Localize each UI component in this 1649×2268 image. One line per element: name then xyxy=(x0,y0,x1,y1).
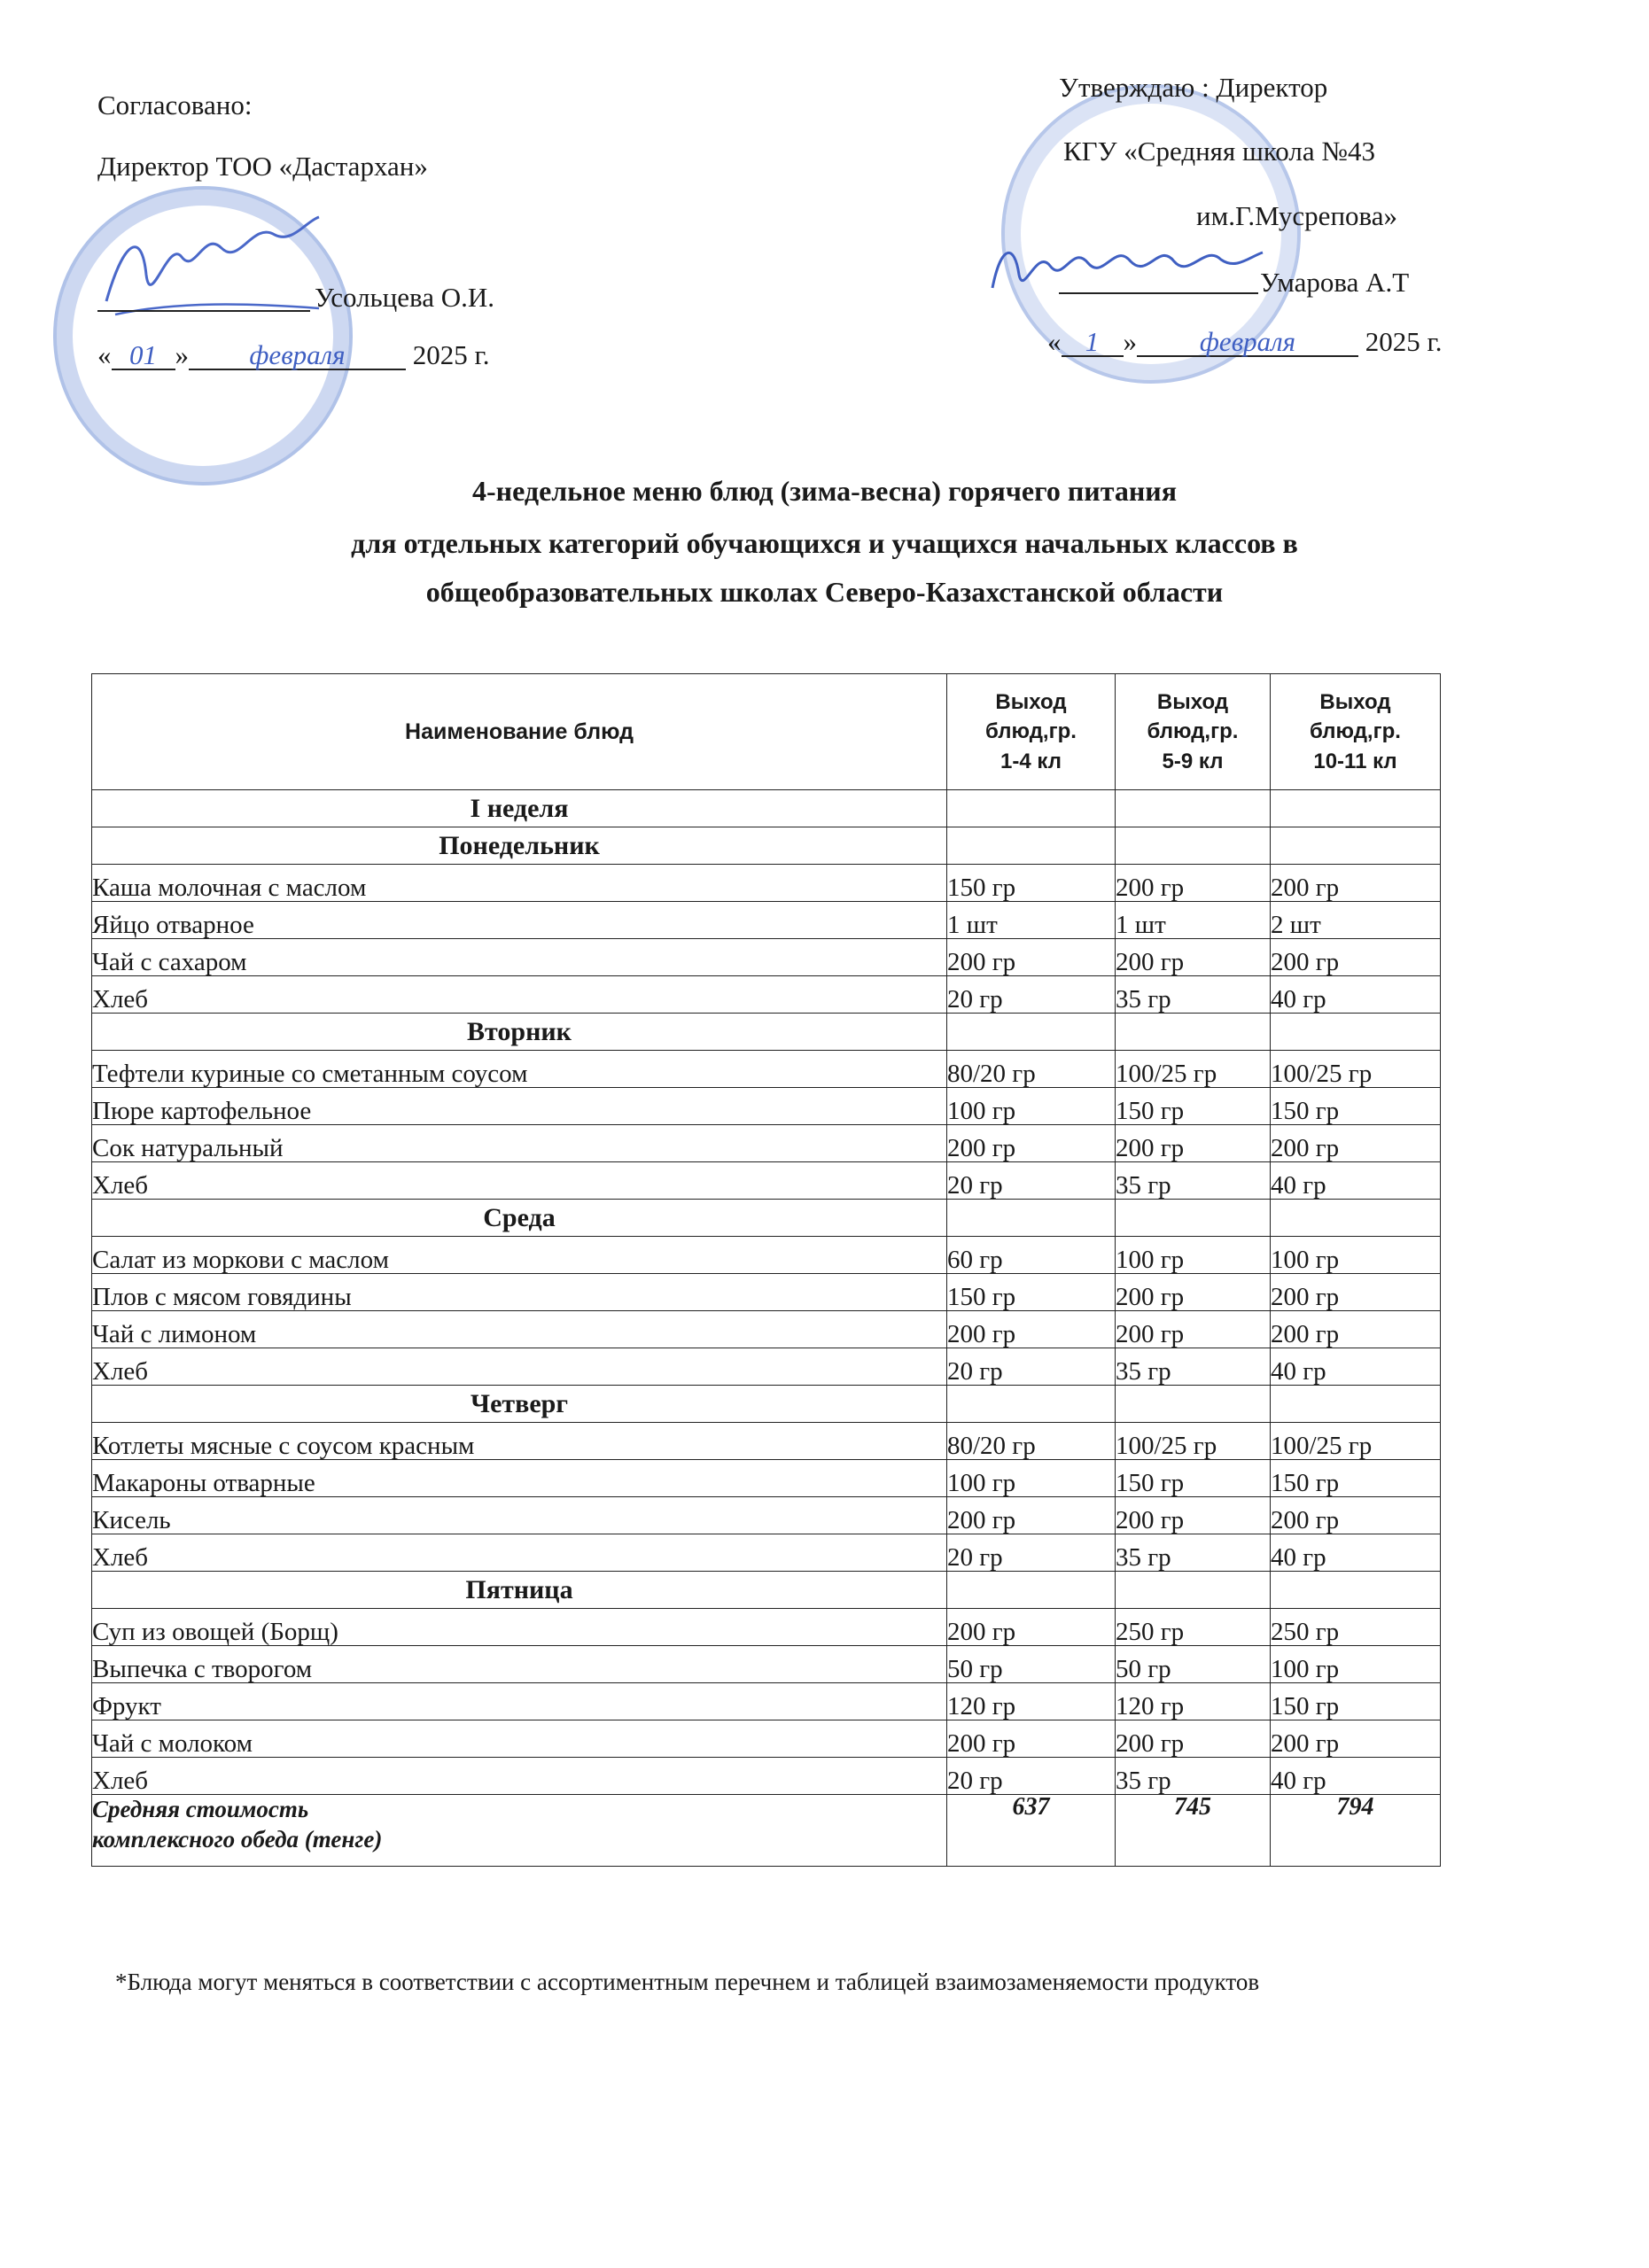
portion-1-4: 100 гр xyxy=(947,1460,1116,1497)
portion-5-9: 200 гр xyxy=(1116,1274,1271,1311)
dish-name: Сок натуральный xyxy=(92,1125,947,1162)
header-line: Выход xyxy=(995,689,1067,714)
dish-name: Макароны отварные xyxy=(92,1460,947,1497)
empty-cell xyxy=(947,1572,1116,1609)
date-month: февраля xyxy=(189,341,406,370)
table-row xyxy=(92,939,1441,976)
portion-5-9: 200 гр xyxy=(1116,1497,1271,1534)
empty-cell xyxy=(947,790,1116,827)
portion-1-4: 100 гр xyxy=(947,1088,1116,1125)
header-line: 5-9 кл xyxy=(1162,749,1224,773)
portion-10-11: 100 гр xyxy=(1271,1237,1441,1274)
portion-10-11: 100/25 гр xyxy=(1271,1423,1441,1460)
cost-value-1-4: 637 xyxy=(947,1795,1116,1867)
portion-5-9: 35 гр xyxy=(1116,1534,1271,1572)
portion-1-4: 50 гр xyxy=(947,1646,1116,1683)
table-row xyxy=(92,1125,1441,1162)
portion-1-4: 120 гр xyxy=(947,1683,1116,1720)
right-approval-org-name: им.Г.Мусрепова» xyxy=(1196,200,1398,231)
portion-1-4: 1 шт xyxy=(947,902,1116,939)
date-day: 01 xyxy=(112,341,175,370)
right-approval-org: КГУ «Средняя школа №43 xyxy=(1063,136,1375,167)
portion-5-9: 200 гр xyxy=(1116,1311,1271,1348)
section-row xyxy=(92,1014,1441,1051)
portion-10-11: 200 гр xyxy=(1271,1497,1441,1534)
section-row xyxy=(92,827,1441,865)
left-signature xyxy=(97,204,328,328)
cost-row xyxy=(92,1795,1441,1867)
dish-name: Плов с мясом говядины xyxy=(92,1274,947,1311)
menu-table xyxy=(91,673,1441,1867)
dish-name: Каша молочная с маслом xyxy=(92,865,947,902)
section-row xyxy=(92,1572,1441,1609)
empty-cell xyxy=(1116,1386,1271,1423)
portion-1-4: 200 гр xyxy=(947,1125,1116,1162)
portion-5-9: 35 гр xyxy=(1116,1758,1271,1795)
table-row xyxy=(92,1720,1441,1758)
portion-10-11: 100/25 гр xyxy=(1271,1051,1441,1088)
cost-value-5-9: 745 xyxy=(1116,1795,1271,1867)
date-year: 2025 г. xyxy=(412,339,490,370)
cost-value-10-11: 794 xyxy=(1271,1795,1441,1867)
section-row xyxy=(92,1200,1441,1237)
portion-5-9: 50 гр xyxy=(1116,1646,1271,1683)
portion-10-11: 150 гр xyxy=(1271,1088,1441,1125)
empty-cell xyxy=(947,827,1116,865)
table-row xyxy=(92,1088,1441,1125)
header-line: блюд,гр. xyxy=(985,719,1077,744)
portion-10-11: 40 гр xyxy=(1271,1162,1441,1200)
right-approval-date xyxy=(1047,328,1442,357)
empty-cell xyxy=(1271,1014,1441,1051)
portion-5-9: 200 гр xyxy=(1116,865,1271,902)
empty-cell xyxy=(1271,790,1441,827)
portion-1-4: 80/20 гр xyxy=(947,1051,1116,1088)
right-signature-line xyxy=(1059,292,1258,294)
dish-name: Котлеты мясные с соусом красным xyxy=(92,1423,947,1460)
header-output-10-11 xyxy=(1271,674,1441,790)
date-close-quote: » xyxy=(175,339,189,370)
portion-10-11: 250 гр xyxy=(1271,1609,1441,1646)
portion-5-9: 100/25 гр xyxy=(1116,1051,1271,1088)
table-row xyxy=(92,1534,1441,1572)
portion-5-9: 200 гр xyxy=(1116,1125,1271,1162)
title-line-3: общеобразовательных школах Северо-Казахстанской области xyxy=(425,576,1224,608)
title-line-2: для отдельных категорий обучающихся и учащихся начальных классов в xyxy=(351,527,1298,559)
table-row xyxy=(92,1237,1441,1274)
table-row xyxy=(92,1609,1441,1646)
empty-cell xyxy=(947,1014,1116,1051)
dish-name: Пюре картофельное xyxy=(92,1088,947,1125)
dish-name: Суп из овощей (Борщ) xyxy=(92,1609,947,1646)
left-approval-date xyxy=(97,341,489,370)
portion-10-11: 200 гр xyxy=(1271,1311,1441,1348)
empty-cell xyxy=(947,1386,1116,1423)
portion-5-9: 100/25 гр xyxy=(1116,1423,1271,1460)
table-row xyxy=(92,1348,1441,1386)
table-row xyxy=(92,1460,1441,1497)
header-output-1-4 xyxy=(947,674,1116,790)
portion-5-9: 35 гр xyxy=(1116,976,1271,1014)
table-row xyxy=(92,1274,1441,1311)
dish-name: Хлеб xyxy=(92,1758,947,1795)
portion-1-4: 20 гр xyxy=(947,1162,1116,1200)
cost-label-line: Средняя стоимость xyxy=(92,1796,309,1822)
table-row xyxy=(92,1646,1441,1683)
dish-name: Хлеб xyxy=(92,1162,947,1200)
dish-name: Чай с лимоном xyxy=(92,1311,947,1348)
empty-cell xyxy=(1271,827,1441,865)
header-output-5-9 xyxy=(1116,674,1271,790)
left-signature-line xyxy=(97,310,310,312)
portion-5-9: 1 шт xyxy=(1116,902,1271,939)
dish-name: Тефтели куриные со сметанным соусом xyxy=(92,1051,947,1088)
section-label: Четверг xyxy=(92,1386,947,1423)
empty-cell xyxy=(1116,790,1271,827)
header-line: Выход xyxy=(1319,689,1391,714)
empty-cell xyxy=(1116,1014,1271,1051)
portion-5-9: 250 гр xyxy=(1116,1609,1271,1646)
dish-name: Кисель xyxy=(92,1497,947,1534)
dish-name: Хлеб xyxy=(92,976,947,1014)
portion-5-9: 35 гр xyxy=(1116,1348,1271,1386)
footnote: *Блюда могут меняться в соответствии с ассортиментным перечнем и таблицей взаимозаменяемости продуктов xyxy=(115,1969,1260,1995)
empty-cell xyxy=(1116,827,1271,865)
section-label: I неделя xyxy=(92,790,947,827)
dish-name: Яйцо отварное xyxy=(92,902,947,939)
table-row xyxy=(92,1758,1441,1795)
section-row xyxy=(92,1386,1441,1423)
portion-5-9: 150 гр xyxy=(1116,1460,1271,1497)
date-open-quote: « xyxy=(1047,326,1062,357)
header-line: Выход xyxy=(1156,689,1229,714)
header-line: 1-4 кл xyxy=(1000,749,1062,773)
portion-10-11: 200 гр xyxy=(1271,1274,1441,1311)
portion-10-11: 200 гр xyxy=(1271,865,1441,902)
section-label: Понедельник xyxy=(92,827,947,865)
right-approver-name: Умарова А.Т xyxy=(1260,267,1410,298)
section-label: Пятница xyxy=(92,1572,947,1609)
portion-1-4: 200 гр xyxy=(947,1311,1116,1348)
left-approval-position: Директор ТОО «Дастархан» xyxy=(97,151,428,182)
title-line-1: 4-недельное меню блюд (зима-весна) горячего питания xyxy=(472,475,1177,507)
empty-cell xyxy=(1271,1200,1441,1237)
portion-1-4: 80/20 гр xyxy=(947,1423,1116,1460)
table-header-row xyxy=(92,674,1441,790)
portion-10-11: 150 гр xyxy=(1271,1683,1441,1720)
empty-cell xyxy=(1271,1572,1441,1609)
table-row xyxy=(92,1162,1441,1200)
portion-1-4: 200 гр xyxy=(947,1720,1116,1758)
portion-5-9: 200 гр xyxy=(1116,939,1271,976)
portion-5-9: 35 гр xyxy=(1116,1162,1271,1200)
portion-1-4: 20 гр xyxy=(947,1348,1116,1386)
table-row xyxy=(92,902,1441,939)
dish-name: Хлеб xyxy=(92,1534,947,1572)
empty-cell xyxy=(947,1200,1116,1237)
portion-10-11: 100 гр xyxy=(1271,1646,1441,1683)
table-row xyxy=(92,1311,1441,1348)
header-line: 10-11 кл xyxy=(1313,749,1397,773)
cost-label xyxy=(92,1795,947,1867)
right-approval-heading: Утверждаю : Директор xyxy=(1059,72,1328,103)
portion-1-4: 200 гр xyxy=(947,1609,1116,1646)
portion-10-11: 40 гр xyxy=(1271,1758,1441,1795)
date-day: 1 xyxy=(1062,328,1124,357)
empty-cell xyxy=(1116,1572,1271,1609)
dish-name: Чай с молоком xyxy=(92,1720,947,1758)
portion-10-11: 150 гр xyxy=(1271,1460,1441,1497)
portion-1-4: 20 гр xyxy=(947,1534,1116,1572)
header-dish-name: Наименование блюд xyxy=(92,674,947,790)
portion-1-4: 20 гр xyxy=(947,1758,1116,1795)
dish-name: Фрукт xyxy=(92,1683,947,1720)
table-row xyxy=(92,1683,1441,1720)
portion-5-9: 120 гр xyxy=(1116,1683,1271,1720)
portion-10-11: 200 гр xyxy=(1271,939,1441,976)
portion-10-11: 40 гр xyxy=(1271,1534,1441,1572)
portion-1-4: 60 гр xyxy=(947,1237,1116,1274)
portion-1-4: 200 гр xyxy=(947,1497,1116,1534)
empty-cell xyxy=(1116,1200,1271,1237)
table-row xyxy=(92,865,1441,902)
menu-table-body xyxy=(92,790,1441,1795)
cost-label-line: комплексного обеда (тенге) xyxy=(92,1825,383,1852)
empty-cell xyxy=(1271,1386,1441,1423)
portion-10-11: 200 гр xyxy=(1271,1720,1441,1758)
left-approver-name: Усольцева О.И. xyxy=(315,282,495,313)
portion-1-4: 150 гр xyxy=(947,1274,1116,1311)
dish-name: Салат из моркови с маслом xyxy=(92,1237,947,1274)
portion-1-4: 150 гр xyxy=(947,865,1116,902)
section-label: Вторник xyxy=(92,1014,947,1051)
section-row xyxy=(92,790,1441,827)
portion-1-4: 200 гр xyxy=(947,939,1116,976)
table-row xyxy=(92,1423,1441,1460)
portion-1-4: 20 гр xyxy=(947,976,1116,1014)
dish-name: Хлеб xyxy=(92,1348,947,1386)
portion-10-11: 2 шт xyxy=(1271,902,1441,939)
header-line: блюд,гр. xyxy=(1147,719,1239,744)
table-row xyxy=(92,1497,1441,1534)
header-line: блюд,гр. xyxy=(1310,719,1401,744)
portion-5-9: 100 гр xyxy=(1116,1237,1271,1274)
dish-name: Выпечка с творогом xyxy=(92,1646,947,1683)
table-row xyxy=(92,1051,1441,1088)
section-label: Среда xyxy=(92,1200,947,1237)
left-approval-heading: Согласовано: xyxy=(97,89,253,120)
portion-10-11: 40 гр xyxy=(1271,1348,1441,1386)
portion-10-11: 200 гр xyxy=(1271,1125,1441,1162)
date-close-quote: » xyxy=(1123,326,1137,357)
date-month: февраля xyxy=(1137,328,1358,357)
portion-5-9: 150 гр xyxy=(1116,1088,1271,1125)
date-year: 2025 г. xyxy=(1365,326,1443,357)
table-row xyxy=(92,976,1441,1014)
date-open-quote: « xyxy=(97,339,112,370)
portion-5-9: 200 гр xyxy=(1116,1720,1271,1758)
portion-10-11: 40 гр xyxy=(1271,976,1441,1014)
dish-name: Чай с сахаром xyxy=(92,939,947,976)
